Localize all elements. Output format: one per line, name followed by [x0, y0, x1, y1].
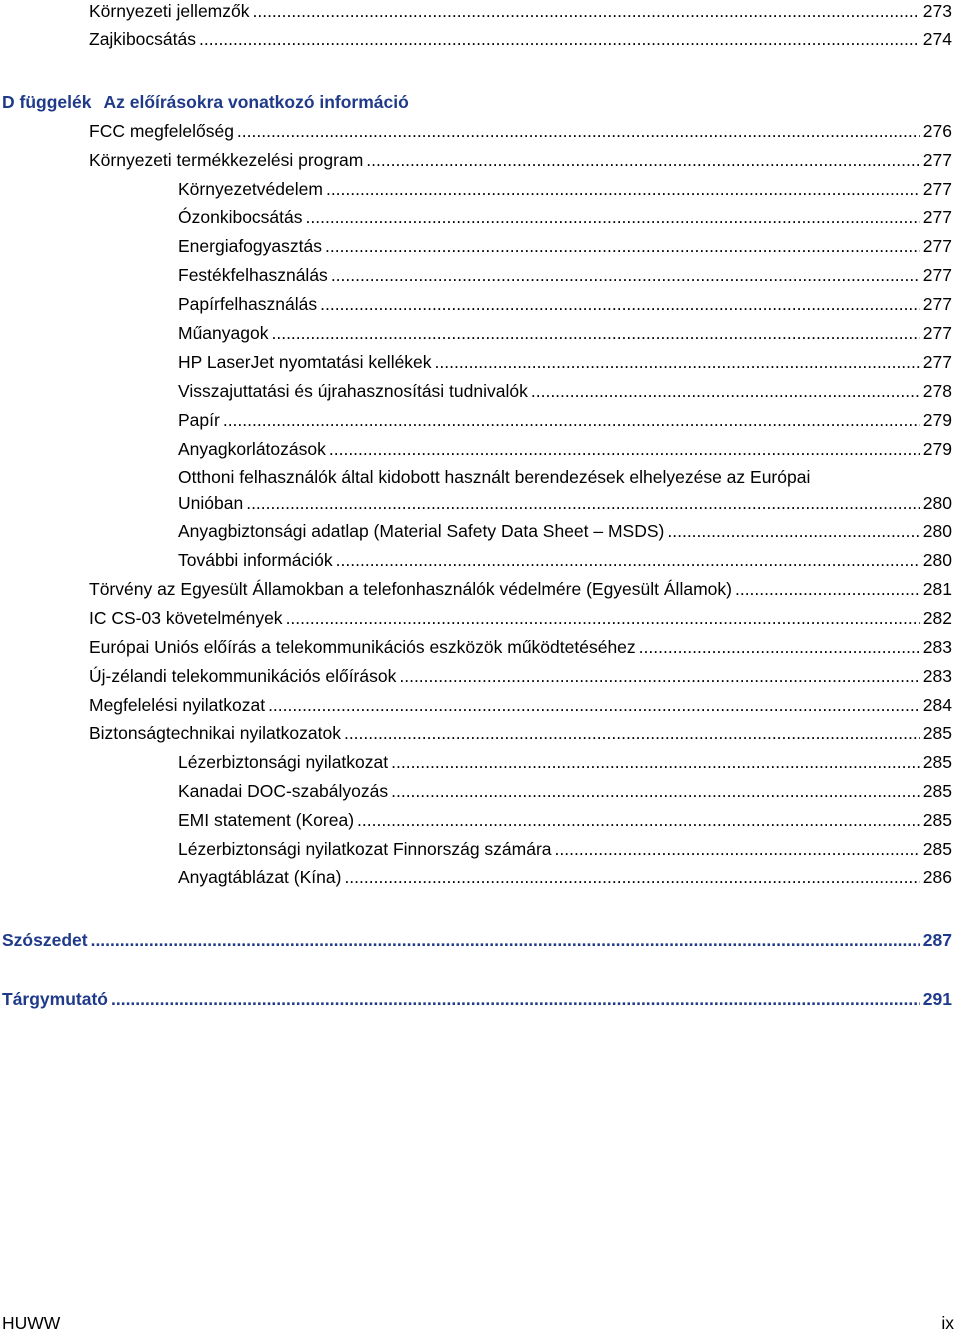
dot-leader — [268, 694, 920, 716]
toc-entry-page: 284 — [922, 695, 952, 715]
toc-entry[interactable] — [178, 866, 952, 888]
toc-entry-title: FCC megfelelőség — [89, 121, 234, 141]
toc-entry-title: Lézerbiztonsági nyilatkozat Finnország számára — [178, 839, 552, 859]
toc-entry-page: 279 — [922, 439, 952, 459]
toc-entry-wrapped[interactable] — [178, 464, 952, 516]
dot-leader — [271, 322, 919, 344]
toc-entry[interactable] — [178, 809, 952, 831]
toc-entry[interactable] — [89, 722, 952, 744]
appendix-heading[interactable] — [2, 91, 409, 113]
toc-entry-page: 285 — [922, 752, 952, 772]
toc-entry-title: Ózonkibocsátás — [178, 207, 303, 227]
toc-entry-page: 278 — [922, 381, 952, 401]
toc-entry[interactable] — [178, 178, 952, 200]
toc-entry-page: 280 — [922, 493, 952, 513]
dot-leader — [344, 722, 920, 744]
dot-leader — [735, 578, 920, 600]
toc-entry[interactable] — [178, 780, 952, 802]
toc-entry[interactable] — [178, 206, 952, 228]
toc-entry-page: 286 — [922, 867, 952, 887]
toc-entry-title: Környezeti termékkezelési program — [89, 150, 364, 170]
toc-major-title: Szószedet — [2, 930, 88, 950]
dot-leader — [435, 351, 920, 373]
toc-entry-page: 285 — [922, 810, 952, 830]
toc-major-title: Tárgymutató — [2, 989, 108, 1009]
dot-leader — [320, 293, 920, 315]
toc-entry[interactable] — [178, 838, 952, 860]
dot-leader — [223, 409, 920, 431]
toc-entry-page: 283 — [922, 666, 952, 686]
toc-entry[interactable] — [89, 607, 952, 629]
toc-entry-page: 277 — [922, 352, 952, 372]
toc-entry-title: Műanyagok — [178, 323, 269, 343]
toc-entry[interactable] — [178, 409, 952, 431]
toc-entry-title: Papírfelhasználás — [178, 294, 318, 314]
toc-entry[interactable] — [89, 149, 952, 171]
dot-leader — [399, 665, 919, 687]
toc-entry-page: 277 — [922, 323, 952, 343]
toc-entry-page: 285 — [922, 723, 952, 743]
toc-entry-page: 277 — [922, 179, 952, 199]
toc-entry-title: Energiafogyasztás — [178, 236, 322, 256]
toc-entry[interactable] — [89, 0, 952, 22]
toc-entry-title-line2: Unióban — [178, 493, 244, 513]
toc-entry-title: Új-zélandi telekommunikációs előírások — [89, 666, 397, 686]
toc-entry[interactable] — [178, 549, 952, 571]
dot-leader — [331, 264, 920, 286]
toc-entry-title: Törvény az Egyesült Államokban a telefonhasználók védelmére (Egyesült Államok) — [89, 579, 732, 599]
footer-left: HUWW — [2, 1313, 61, 1333]
toc-entry[interactable] — [178, 235, 952, 257]
toc-entry-title: Anyagkorlátozások — [178, 439, 326, 459]
toc-entry-page: 277 — [922, 150, 952, 170]
toc-major-entry[interactable] — [2, 929, 952, 951]
toc-entry-page: 277 — [922, 265, 952, 285]
toc-entry-title-line1: Otthoni felhasználók által kidobott használt berendezések elhelyezése az Európai — [178, 467, 811, 487]
toc-entry-page: 274 — [922, 29, 952, 49]
toc-entry-title: Festékfelhasználás — [178, 265, 328, 285]
toc-entry[interactable] — [178, 351, 952, 373]
dot-leader — [357, 809, 920, 831]
toc-entry-page: 277 — [922, 294, 952, 314]
dot-leader — [237, 120, 920, 142]
toc-entry-page: 280 — [922, 521, 952, 541]
toc-entry-page: 281 — [922, 579, 952, 599]
toc-entry-title: További információk — [178, 550, 333, 570]
dot-leader — [325, 235, 920, 257]
appendix-title: Az előírásokra vonatkozó információ — [103, 92, 409, 112]
toc-major-page: 291 — [922, 989, 952, 1009]
dot-leader — [286, 607, 920, 629]
dot-leader — [246, 490, 920, 516]
dot-leader — [531, 380, 920, 402]
toc-major-page: 287 — [922, 930, 952, 950]
dot-leader — [639, 636, 920, 658]
dot-leader — [555, 838, 920, 860]
toc-entry-title: Anyagbiztonsági adatlap (Material Safety Data Sheet – MSDS) — [178, 521, 665, 541]
toc-entry-page: 279 — [922, 410, 952, 430]
toc-entry-title: Papír — [178, 410, 220, 430]
dot-leader — [391, 751, 920, 773]
toc-entry-page: 285 — [922, 781, 952, 801]
toc-entry[interactable] — [178, 293, 952, 315]
dot-leader — [366, 149, 920, 171]
toc-entry-page: 276 — [922, 121, 952, 141]
dot-leader — [91, 929, 920, 951]
toc-entry-title: Környezetvédelem — [178, 179, 323, 199]
dot-leader — [306, 206, 920, 228]
dot-leader — [667, 520, 919, 542]
dot-leader — [199, 28, 920, 50]
toc-entry[interactable] — [89, 665, 952, 687]
toc-entry-page: 277 — [922, 207, 952, 227]
toc-entry-title: Visszajuttatási és újrahasznosítási tudnivalók — [178, 381, 528, 401]
toc-entry-title: Zajkibocsátás — [89, 29, 196, 49]
appendix-label: D függelék — [2, 92, 92, 112]
toc-entry[interactable] — [89, 578, 952, 600]
dot-leader — [252, 0, 919, 22]
dot-leader — [391, 780, 920, 802]
toc-entry[interactable] — [178, 438, 952, 460]
dot-leader — [344, 866, 919, 888]
toc-entry-title: Lézerbiztonsági nyilatkozat — [178, 752, 389, 772]
toc-entry-title: Kanadai DOC-szabályozás — [178, 781, 389, 801]
toc-entry[interactable] — [178, 322, 952, 344]
toc-entry[interactable] — [178, 520, 952, 542]
toc-entry-title: Biztonságtechnikai nyilatkozatok — [89, 723, 341, 743]
toc-entry[interactable] — [178, 380, 952, 402]
toc-entry-page: 277 — [922, 236, 952, 256]
dot-leader — [111, 988, 920, 1010]
toc-entry-page: 283 — [922, 637, 952, 657]
toc-entry-page: 280 — [922, 550, 952, 570]
dot-leader — [336, 549, 920, 571]
toc-entry[interactable] — [178, 264, 952, 286]
toc-entry-title: EMI statement (Korea) — [178, 810, 355, 830]
toc-entry[interactable] — [89, 28, 952, 50]
toc-entry-page: 282 — [922, 608, 952, 628]
toc-entry-page: 273 — [922, 1, 952, 21]
footer-page-number: ix — [941, 1313, 954, 1333]
toc-entry[interactable] — [89, 636, 952, 658]
toc-entry-title: IC CS-03 követelmények — [89, 608, 283, 628]
dot-leader — [329, 438, 920, 460]
toc-entry-title: Anyagtáblázat (Kína) — [178, 867, 342, 887]
toc-entry[interactable] — [89, 694, 952, 716]
toc-major-entry[interactable] — [2, 988, 952, 1010]
dot-leader — [326, 178, 920, 200]
toc-entry-title: Európai Uniós előírás a telekommunikációs eszközök működtetéséhez — [89, 637, 636, 657]
toc-entry-title: HP LaserJet nyomtatási kellékek — [178, 352, 432, 372]
toc-entry-page: 285 — [922, 839, 952, 859]
toc-entry[interactable] — [89, 120, 952, 142]
toc-entry-title: Környezeti jellemzők — [89, 1, 250, 21]
toc-entry[interactable] — [178, 751, 952, 773]
toc-entry-title: Megfelelési nyilatkozat — [89, 695, 266, 715]
